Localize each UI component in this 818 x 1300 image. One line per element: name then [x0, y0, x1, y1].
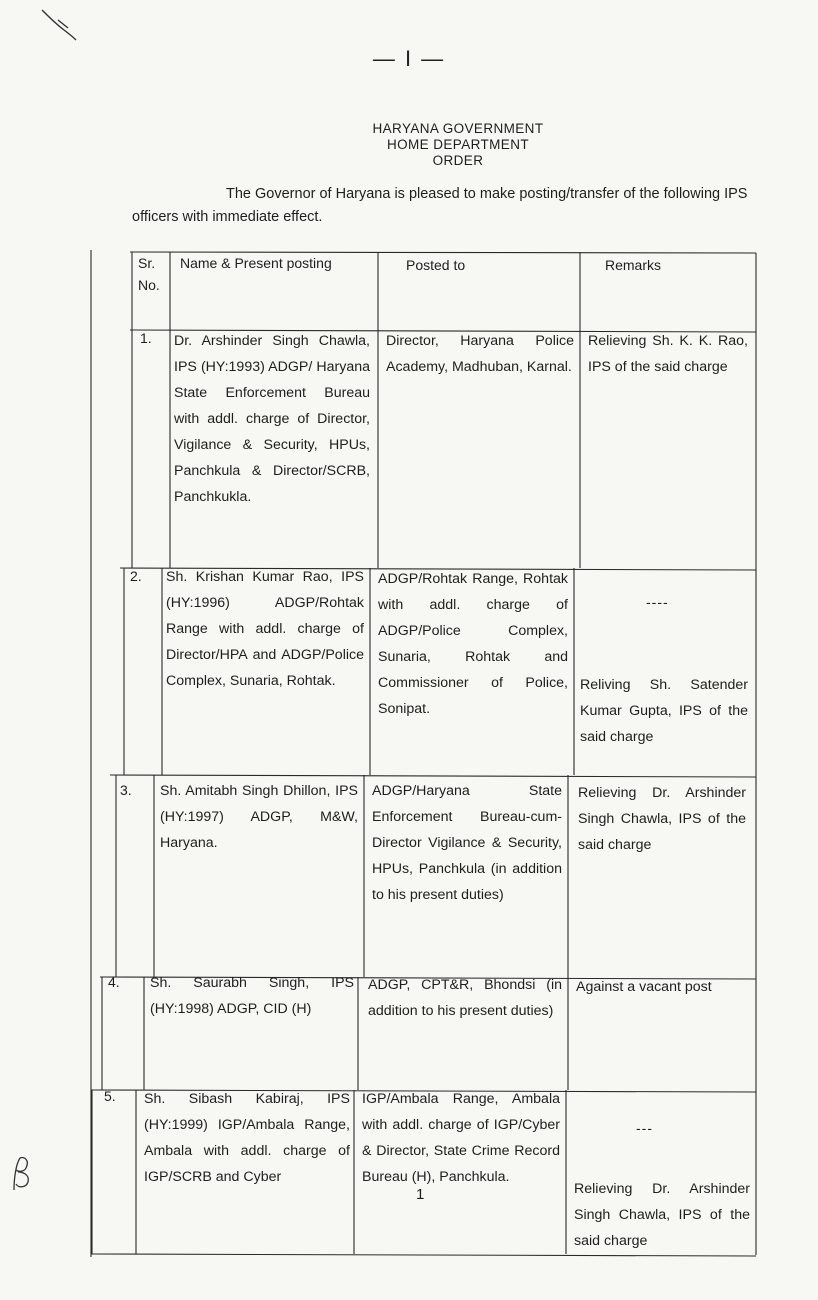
row-3-sr: 3.	[120, 782, 132, 798]
row-5-remarks: Relieving Dr. Arshinder Singh Chawla, IPS of the said charge	[574, 1181, 750, 1249]
column-header-remarks: Remarks	[605, 257, 662, 273]
row-4-posted: ADGP, CPT&R, Bhondsi (in addition to his present duties)	[368, 977, 562, 1019]
row-1-remarks: Relieving Sh. K. K. Rao, IPS of the said charge	[588, 333, 748, 375]
row-4-remarks: Against a vacant post	[576, 979, 712, 995]
header-order: ORDER	[432, 153, 484, 168]
page-number: — I —	[372, 46, 446, 71]
column-header-name: Name & Present posting	[180, 255, 332, 271]
row-2-name: Sh. Krishan Kumar Rao, IPS (HY:1996) ADGP/Rohtak Range with addl. charge of Director/HPA and ADGP/Police Complex, Sunaria, Rohtak.	[166, 569, 364, 689]
margin-initials-mark	[8, 1150, 38, 1194]
column-header-sr-no: Sr. No.	[138, 255, 160, 293]
row-5-sr: 5.	[104, 1088, 116, 1104]
row-1-posted: Director, Haryana Police Academy, Madhuban, Karnal.	[386, 333, 574, 375]
footnote-marker: 1	[416, 1186, 425, 1203]
row-2-remarks-dash: ----	[646, 594, 669, 610]
row-1-name: Dr. Arshinder Singh Chawla, IPS (HY:1993) ADGP/ Haryana State Enforcement Bureau with addl. charge of Director, Vigilance & Security, HPUs, Panchkula & Director/SCRB, Panchkukla.	[174, 333, 370, 505]
header-government: HARYANA GOVERNMENT	[372, 121, 544, 136]
pen-scribble-mark	[38, 4, 88, 44]
row-4-sr: 4.	[108, 974, 120, 990]
row-2-posted: ADGP/Rohtak Range, Rohtak with addl. charge of ADGP/Police Complex, Sunaria, Rohtak and Commissioner of Police, Sonipat.	[378, 571, 568, 717]
row-3-name: Sh. Amitabh Singh Dhillon, IPS (HY:1997) ADGP, M&W, Haryana.	[160, 783, 358, 851]
row-4-name: Sh. Saurabh Singh, IPS (HY:1998) ADGP, CID (H)	[150, 975, 354, 1017]
column-header-posted-to: Posted to	[406, 257, 466, 273]
document-header	[0, 121, 818, 169]
row-3-posted: ADGP/Haryana State Enforcement Bureau-cum-Director Vigilance & Security, HPUs, Panchkula (in addition to his present duties)	[372, 783, 562, 903]
row-3-remarks: Relieving Dr. Arshinder Singh Chawla, IPS of the said charge	[578, 785, 746, 853]
row-5-remarks-dash: ---	[636, 1120, 653, 1136]
header-department: HOME DEPARTMENT	[386, 137, 529, 152]
row-2-remarks: Reliving Sh. Satender Kumar Gupta, IPS of the said charge	[580, 677, 748, 745]
intro-paragraph	[132, 183, 760, 229]
intro-text: The Governor of Haryana is pleased to make posting/transfer of the following IPS officers with immediate effect.	[132, 186, 748, 225]
row-1-sr: 1.	[140, 330, 152, 346]
postings-table	[90, 250, 758, 1257]
row-2-sr: 2.	[130, 568, 142, 584]
row-5-posted: IGP/Ambala Range, Ambala with addl. charge of IGP/Cyber & Director, State Crime Record Bureau (H), Panchkula.	[362, 1091, 560, 1185]
row-5-name: Sh. Sibash Kabiraj, IPS (HY:1999) IGP/Ambala Range, Ambala with addl. charge of IGP/SCRB and Cyber	[144, 1091, 350, 1185]
